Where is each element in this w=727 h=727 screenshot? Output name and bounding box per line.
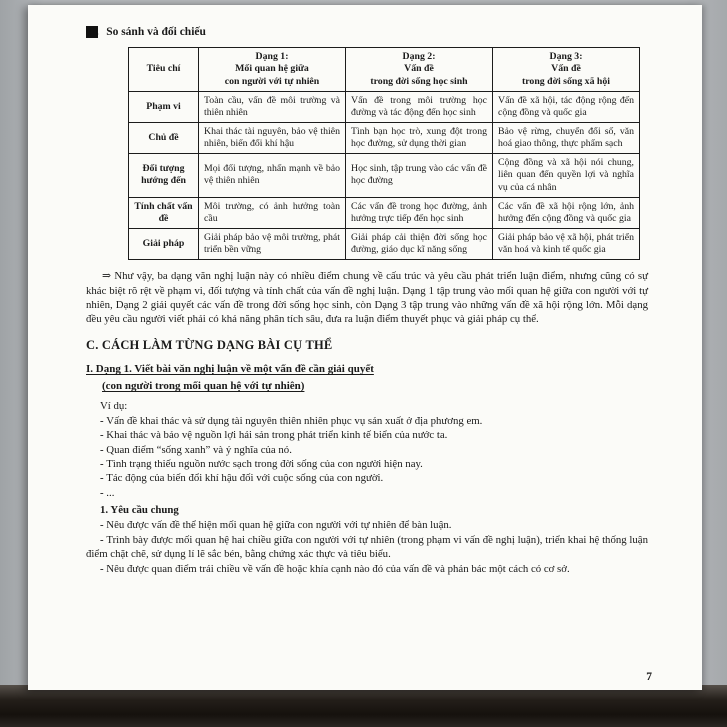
- comparison-table: [128, 47, 640, 260]
- list-dash: -: [100, 414, 107, 427]
- dang1-title-line1: I. Dạng 1. Viết bài văn nghị luận về một vấn đề cần giải quyết: [86, 363, 374, 376]
- examples-list: [86, 414, 648, 500]
- table-header-cell: Dạng 2: Vấn đề trong đời sống học sinh: [346, 48, 493, 91]
- list-item: - Vấn đề khai thác và sử dụng tài nguyên thiên nhiên phục vụ sản xuất ở địa phương em.: [100, 414, 483, 427]
- section-heading-compare: [86, 25, 648, 40]
- table-row: [129, 228, 640, 259]
- table-cell: Các vấn đề xã hội rộng lớn, ảnh hưởng đến cộng đồng và quốc gia: [493, 197, 640, 228]
- list-dash: -: [100, 486, 107, 499]
- table-cell: Giải pháp bảo vệ môi trường, phát triển bền vững: [199, 228, 346, 259]
- table-row: [129, 197, 640, 228]
- examples-label: Ví dụ:: [100, 399, 128, 412]
- table-row: [129, 154, 640, 197]
- table-cell: Học sinh, tập trung vào các vấn đề học đường: [346, 154, 493, 197]
- list-item: - Nêu được vấn đề thể hiện mối quan hệ giữa con người với tự nhiên để bàn luận.: [100, 519, 452, 532]
- list-dash: -: [100, 458, 107, 470]
- table-row-label: Đối tượng hướng đến: [129, 154, 199, 197]
- list-item: - Khai thác và bảo vệ nguồn lợi hải sản trong phát triển kinh tế biển của nước ta.: [100, 429, 448, 442]
- section-numeral: III.: [87, 26, 98, 38]
- table-cell: Tình bạn học trò, xung đột trong học đường, sử dụng thời gian: [346, 122, 493, 153]
- table-cell: Mọi đối tượng, nhấn mạnh về bảo vệ thiên nhiên: [199, 154, 346, 197]
- table-row-label: Phạm vi: [129, 91, 199, 122]
- requirements-list: [86, 518, 648, 575]
- summary-paragraph: ⇒ Như vậy, ba dạng văn nghị luận này có nhiều điểm chung về cấu trúc và yêu cầu phát triển luận điểm, nhưng cũng có sự khác biệt rõ rệt về phạm vi, đối tượng và tính chất của vấn đề nghị luận. Dạng 1 tập trung vào mối quan hệ giữa con người với tự nhiên, Dạng 2 giải quyết các vấn đề trong đời sống học sinh, còn Dạng 3 tập trung vào những vấn đề xã hội rộng lớn. Mỗi dạng đều yêu cầu người viết phải có khả năng phân tích sâu, đưa ra luận điểm thuyết phục và giải pháp cụ thể.: [86, 270, 648, 326]
- table-cell: Môi trường, có ảnh hưởng toàn cầu: [199, 197, 346, 228]
- section-c-heading: C. CÁCH LÀM TỪNG DẠNG BÀI CỤ THỂ: [86, 337, 333, 352]
- table-cell: Bảo vệ rừng, chuyển đổi số, văn hoá giao thông, thực phẩm sạch: [493, 122, 640, 153]
- list-dash: -: [100, 472, 107, 485]
- table-cell: Toàn cầu, vấn đề môi trường và thiên nhiên: [199, 91, 346, 122]
- table-header-criteria: Tiêu chí: [129, 48, 199, 91]
- list-item: - Quan điểm “sống xanh” và ý nghĩa của nó.: [100, 443, 292, 456]
- table-cell: Cộng đồng và xã hội nói chung, liên quan đến quyền lợi và nghĩa vụ của cá nhân: [493, 154, 640, 197]
- desk-surface: [0, 685, 727, 727]
- list-dash: -: [100, 519, 107, 532]
- page-number: 7: [646, 670, 652, 683]
- list-item: - ...: [100, 486, 115, 499]
- table-cell: Giải pháp cải thiện đời sống học đường, giáo dục kĩ năng sống: [346, 228, 493, 259]
- table-header-cell: Dạng 1: Mối quan hệ giữa con người với tự nhiên: [199, 48, 346, 91]
- table-cell: Khai thác tài nguyên, bảo vệ thiên nhiên, biến đổi khí hậu: [199, 122, 346, 153]
- table-row-label: Tính chất vấn đề: [129, 197, 199, 228]
- list-dash: -: [100, 533, 107, 546]
- table-row: [129, 91, 640, 122]
- table-header-cell: Dạng 3: Vấn đề trong đời sống xã hội: [493, 48, 640, 91]
- table-cell: Vấn đề xã hội, tác động rộng đến cộng đồng và quốc gia: [493, 91, 640, 122]
- book-page: [28, 5, 702, 690]
- dang1-title-line2: (con người trong mối quan hệ với tự nhiên): [102, 379, 305, 392]
- section-title: So sánh và đối chiếu: [106, 26, 206, 38]
- list-dash: -: [100, 429, 107, 442]
- table-cell: Giải pháp bảo vệ xã hội, phát triển văn hoá và kinh tế quốc gia: [493, 228, 640, 259]
- requirements-heading: 1. Yêu cầu chung: [100, 504, 179, 517]
- list-item: - Trình bày được mối quan hệ hai chiều giữa con người với tự nhiên (trong phạm vi vấn đề nghị luận), triển khai hệ thống luận điểm chặt chẽ, sử dụng lí lẽ sắc bén, bằng chứng xác thực và tiêu biểu.: [86, 533, 648, 561]
- table-cell: Vấn đề trong môi trường học đường và tác động đến học sinh: [346, 91, 493, 122]
- table-row-label: Chủ đề: [129, 122, 199, 153]
- table-row: [129, 122, 640, 153]
- table-row-label: Giải pháp: [129, 228, 199, 259]
- dang1-heading: [86, 362, 648, 393]
- list-item: - Nêu được quan điểm trái chiều về vấn đề hoặc khía cạnh nào đó của vấn đề và phản bác một cách có cơ sở.: [100, 562, 570, 575]
- list-item: - Tác động của biến đổi khí hậu đối với cuộc sống của con người.: [100, 472, 384, 485]
- list-item: - Tình trạng thiếu nguồn nước sạch trong đời sống của con người hiện nay.: [100, 458, 423, 470]
- table-header-row: [129, 48, 640, 91]
- table-cell: Các vấn đề trong học đường, ảnh hưởng trực tiếp đến học sinh: [346, 197, 493, 228]
- list-dash: -: [100, 562, 107, 575]
- list-dash: -: [100, 443, 107, 456]
